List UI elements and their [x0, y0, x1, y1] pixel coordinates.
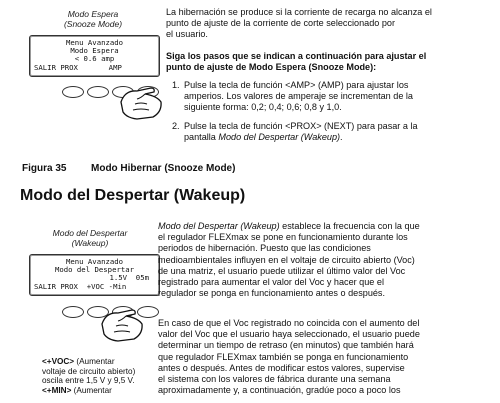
section-title: Modo del Despertar (Wakeup) — [20, 187, 246, 204]
text-line: (Aumentar — [74, 357, 115, 366]
step-number: 1. — [172, 80, 180, 90]
text-line: determinar un tiempo de retraso (en minutos) que también hará — [158, 340, 414, 351]
text-line: periodos de hibernación. Puesto que las condiciones — [158, 243, 371, 254]
soft-key-2[interactable] — [87, 86, 109, 98]
text-line: siguiente forma: 0,2; 0,4; 0,6; 0,8 y 1,0. — [184, 102, 342, 113]
text-line: el regulador FLEXmax se pone en funcionamiento durante los — [158, 232, 408, 243]
figure-35-caption — [48, 9, 138, 29]
lcd-line: Modo del Despertar — [54, 265, 135, 275]
text-line: de una matriz, el usuario puede utilizar el último valor del Voc — [158, 265, 406, 276]
figure-36-caption-line1: Modo del Despertar — [52, 228, 128, 238]
text-line: aproximadamente y, a continuación, gradúe poco a poco los — [158, 385, 401, 396]
figure-35-caption-line2: (Snooze Mode) — [63, 19, 123, 29]
figure-35-caption-line1: Modo Espera — [67, 9, 119, 19]
text-line: que regulador FLEXmax también se ponga en funcionamiento — [158, 351, 409, 362]
figure-title: Modo Hibernar (Snooze Mode) — [91, 163, 236, 174]
text-line: oscila entre 1,5 V y 9,5 V. — [42, 376, 135, 386]
text-line: punto de ajuste de Modo Espera (Snooze Mode): — [166, 62, 377, 73]
text-line: . — [340, 132, 343, 143]
text-line: establece la frecuencia con la que — [279, 221, 420, 231]
text-line: registrado para aumentar el valor del Voc y hacer que el — [158, 277, 384, 288]
voc-key-label: <+VOC> — [42, 357, 75, 366]
text-line: La hibernación se produce si la corriente de recarga no alcanza el — [166, 7, 432, 17]
text-line: antes o después. Antes de modificar estos valores, supervise — [158, 362, 405, 373]
text-line: el sistema con los valores de fábrica durante una semana — [158, 374, 391, 385]
lcd-line: Menu Avanzado — [65, 38, 124, 47]
wakeup-paragraph-1 — [158, 221, 496, 299]
lcd-screen-snooze — [29, 35, 160, 77]
min-key-label: <+MIN> — [42, 385, 72, 395]
text-line: Pulse la tecla de función <PROX> (NEXT) para pasar a la — [184, 121, 418, 131]
text-line: amperios. Los valores de amperaje se incrementan de la — [184, 91, 413, 102]
figure-36-caption — [40, 228, 140, 248]
text-line: Siga los pasos que se indican a continuación para ajustar el — [166, 51, 427, 61]
figure-label: Figura 35 — [22, 163, 67, 174]
lcd-screen-wakeup — [29, 254, 160, 296]
soft-key-1[interactable] — [62, 306, 84, 318]
lcd-line: 1.5V 05m — [109, 273, 149, 283]
text-line: pantalla — [184, 132, 219, 143]
text-line: Pulse la tecla de función <AMP> (AMP) para ajustar los — [184, 80, 409, 90]
wakeup-term: Modo del Despertar (Wakeup) — [158, 221, 280, 231]
text-line: regulador se ponga en funcionamiento antes o después. — [158, 288, 386, 299]
soft-key-1[interactable] — [62, 86, 84, 98]
lcd-line: Menu Avanzado — [65, 257, 124, 266]
intro-paragraph — [166, 7, 496, 41]
lcd-line: Modo Espera — [70, 46, 119, 56]
steps-heading — [166, 51, 496, 73]
text-line: medioambientales influyen en el voltaje de circuito abierto (Voc) — [158, 254, 415, 265]
text-line: el usuario. — [166, 29, 208, 40]
lcd-line: SALIR PROX AMP — [34, 62, 122, 72]
text-line: En caso de que el Voc registrado no coincida con el aumento del — [158, 318, 420, 328]
lcd-line: SALIR PROX +VOC -Min — [34, 281, 127, 291]
text-line: (Aumentar — [71, 385, 112, 395]
step-number: 2. — [172, 121, 180, 131]
text-line: valor del Voc que el usuario haya seleccionado, el usuario puede — [158, 329, 420, 340]
text-line: punto de ajuste de la corriente de corte seleccionado por — [166, 18, 396, 29]
step-1 — [172, 80, 494, 114]
figure-36-caption-line2: (Wakeup) — [71, 238, 109, 248]
step-2 — [172, 121, 494, 143]
wakeup-screen-link-text: Modo del Despertar (Wakeup) — [218, 132, 341, 143]
lcd-line: < 0.6 amp — [74, 54, 115, 64]
wakeup-paragraph-2 — [158, 318, 496, 396]
pointing-hand-icon — [115, 82, 165, 122]
pointing-hand-icon — [96, 304, 146, 344]
text-line: voltaje de circuito abierto) — [42, 366, 136, 376]
side-note — [42, 357, 162, 395]
